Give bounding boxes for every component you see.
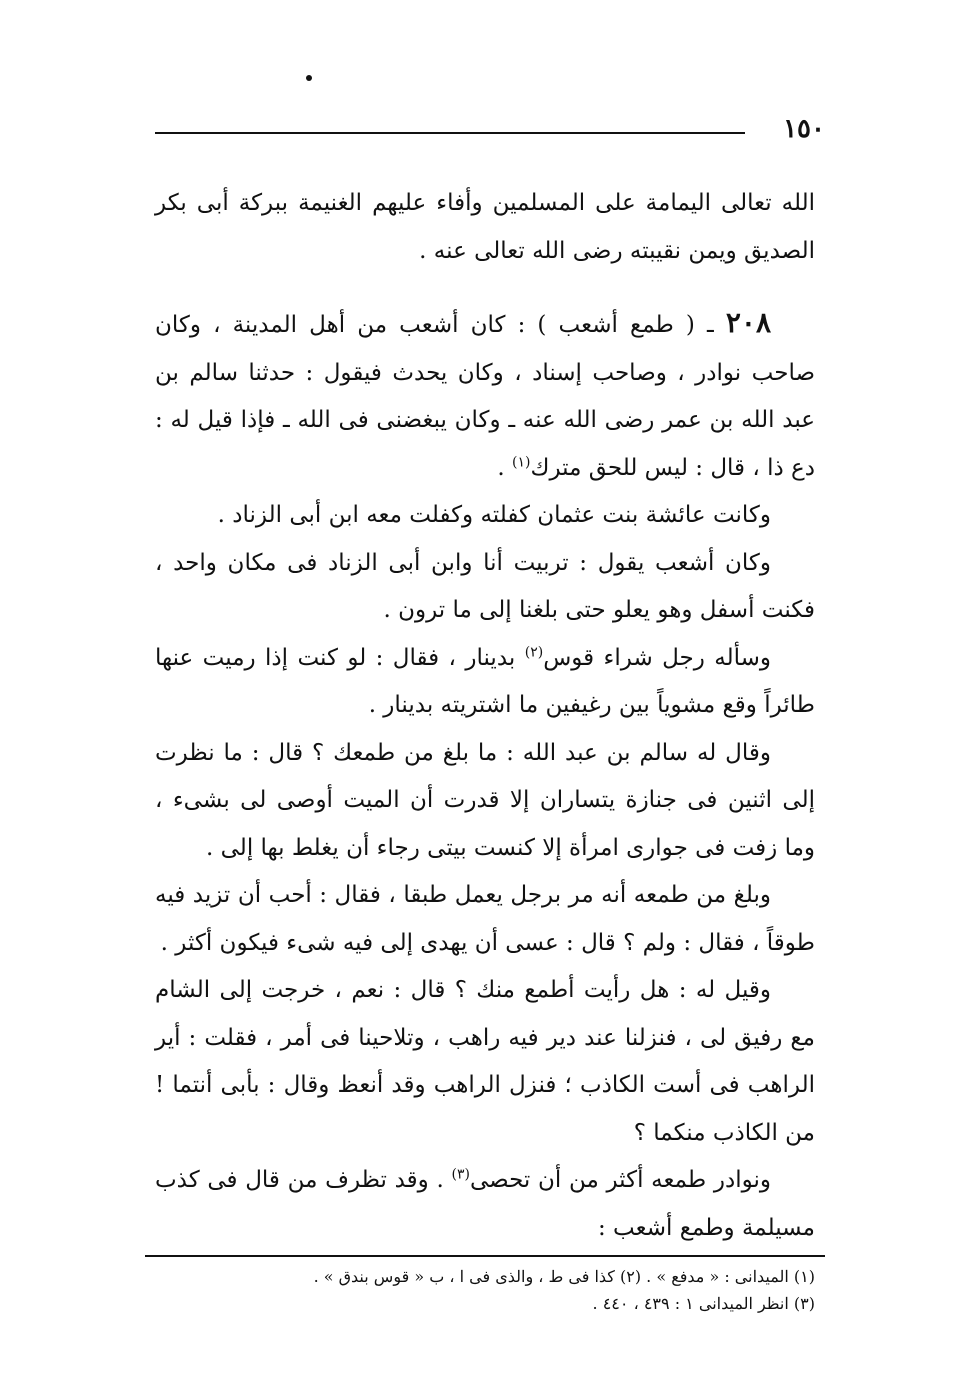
ink-speck (306, 75, 312, 81)
paragraph-text: وكان أشعب يقول : تربيت أنا وابن أبى الزناد فى مكان واحد ، فكنت أسفل وهو يعلو حتى بلغنا إلى ما ترون . (155, 549, 815, 623)
paragraph-text: الله تعالى اليمامة على المسلمين وأفاء عليهم الغنيمة ببركة أبى بكر الصديق ويمن نقيبته رضى الله تعالى عنه . (155, 190, 815, 264)
footnote-rule (145, 1255, 825, 1257)
page-number: ١٥٠ (783, 114, 825, 144)
paragraph-text: . وقد تظرف من قال فى كذب مسيلمة وطمع أشعب : (155, 1167, 815, 1241)
paragraph-continuation (155, 180, 815, 275)
footnote-ref[interactable]: (١) (512, 453, 531, 470)
footnote-line: (١) الميدانى : « مدفع » . (٢) كذا فى ط ، والذى فى ا ، ب « قوس بندق » . (313, 1267, 815, 1286)
footnote-line: (٣) انظر الميدانى ١ : ٤٣٩ ، ٤٤٠ . (592, 1294, 815, 1313)
paragraph (155, 492, 815, 540)
header-rule (155, 132, 745, 134)
footnote-ref[interactable]: (٢) (524, 643, 544, 660)
paragraph-text: وسأله رجل شراء قوس (543, 644, 771, 671)
footnotes (145, 1263, 815, 1317)
page-header (155, 112, 825, 152)
paragraph-entry-208 (155, 299, 815, 492)
paragraph-text: ونوادر طمعه أكثر من أن تحصى (469, 1167, 771, 1193)
entry-number: ٢٠٨ (725, 306, 771, 339)
paragraph (155, 967, 815, 1157)
paragraph (155, 635, 815, 730)
paragraph-text: وبلغ من طمعه أنه مر برجل يعمل طبقا ، فقال : أحب أن تزيد فيه طوقاً ، فقال : ولم ؟ قال : عسى أن يهدى إلى فيه شىء فيكون أكثر . (155, 882, 815, 956)
paragraph-text: وقيل له : هل رأيت أطمع منك ؟ قال : نعم ، خرجت إلى الشام مع رفيق لى ، فنزلنا عند دير فيه راهب ، وتلاحينا فى أمر ، فقلت : أير الراهب فى أست الكاذب ؛ فنزل الراهب وقد أنعظ وقال : بأبى أنتما ! من الكاذب منكما ؟ (155, 977, 815, 1146)
paragraph-text: وقال له سالم بن عبد الله : ما بلغ من طمعك ؟ قال : ما نظرت إلى اثنين فى جنازة يتساران إلا قدرت أن الميت أوصى لى بشىء ، وما زفت فى جوارى امرأة إلا كنست بيتى رجاء أن يغلط بها إلى . (155, 739, 815, 861)
paragraph (155, 730, 815, 873)
footnote-ref[interactable]: (٣) (451, 1166, 470, 1183)
paragraph (155, 1157, 815, 1252)
paragraph-text: وكانت عائشة بنت عثمان كفلته وكفلت معه ابن أبى الزناد . (217, 502, 771, 528)
main-text (155, 180, 815, 1252)
paragraph-text: بدينار ، فقال : لو كنت إذا رميت عنها طائراً وقع مشوياً بين رغيفين ما اشتريته بدينار . (155, 644, 815, 718)
paragraph-text: . (497, 454, 513, 481)
paragraph (155, 540, 815, 635)
section-gap (155, 275, 815, 299)
paragraph-text: ـ ( طمع أشعب ) : كان أشعب من أهل المدينة ، وكان صاحب نوادر ، وصاحب إسناد ، وكان يحدث فيقول : حدثنا سالم بن عبد الله بن عمر رضى الله عنه ـ وكان يبغضنى فى الله ـ فإذا قيل له : دع ذا ، قال : ليس للحق مترك (155, 312, 815, 481)
paragraph (155, 872, 815, 967)
